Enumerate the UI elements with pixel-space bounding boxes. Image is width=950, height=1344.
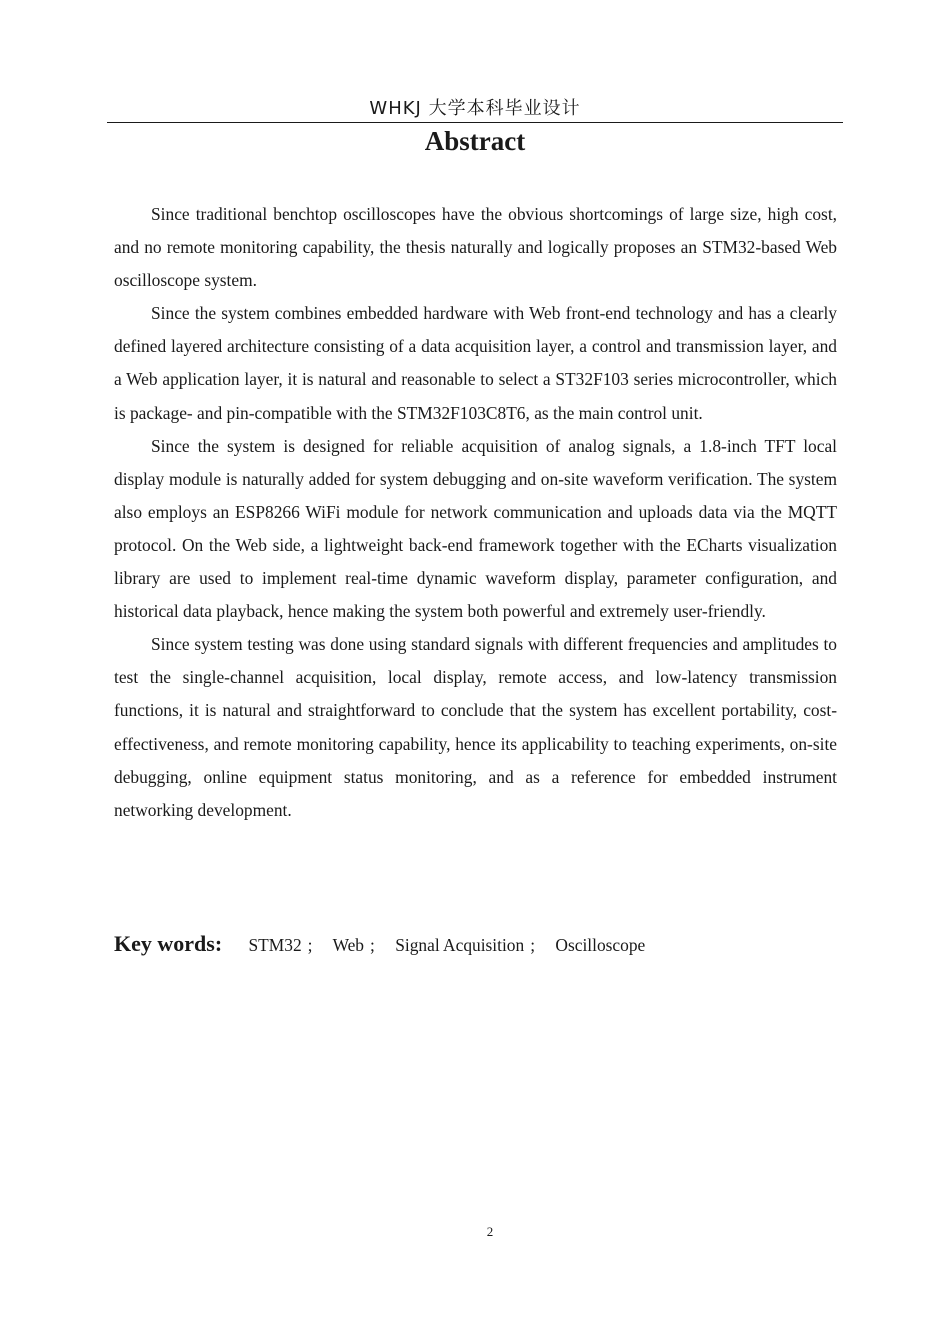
- keyword-separator: ;: [370, 935, 375, 955]
- keyword-separator: ;: [307, 935, 313, 955]
- keyword-separator: ;: [530, 935, 536, 955]
- header-rule: [107, 122, 843, 123]
- keyword-3: Signal Acquisition: [395, 935, 525, 955]
- keywords-label: Key words:: [114, 931, 223, 956]
- keyword-2: Web: [332, 935, 364, 955]
- abstract-paragraph-3: Since the system is designed for reliable acquisition of analog signals, a 1.8-inch TFT local display module is naturally added for system debugging and on-site waveform verification. The system also employs an ESP8266 WiFi module for network communication and uploads data via the MQTT protocol. On the Web side, a lightweight back-end framework together with the ECharts visualization library are used to implement real-time dynamic waveform display, parameter configuration, and historical data playback, hence making the system both powerful and extremely user-friendly.: [114, 435, 837, 622]
- abstract-paragraph-1: Since traditional benchtop oscilloscopes have the obvious shortcomings of large size, high cost, and no remote monitoring capability, the thesis naturally and logically proposes an STM32-based Web oscilloscope system.: [114, 204, 837, 291]
- page-number: 2: [486, 1224, 494, 1239]
- abstract-paragraph-4: Since system testing was done using standard signals with different frequencies and amplitudes to test the single-channel acquisition, local display, remote access, and low-latency transmission functions, it is natural and straightforward to conclude that the system has excellent portability, cost-effectiveness, and remote monitoring capability, hence its applicability to teaching experiments, on-site debugging, online equipment status monitoring, and as a reference for embedded instrument networking development.: [114, 634, 837, 820]
- keywords-line: [114, 928, 837, 961]
- abstract-title: Abstract: [424, 126, 526, 156]
- keyword-4: Oscilloscope: [555, 935, 646, 955]
- abstract-body: [114, 198, 837, 827]
- running-header: WHKJ 大学本科毕业设计: [369, 98, 581, 119]
- abstract-paragraph-2: Since the system combines embedded hardware with Web front-end technology and has a clearly defined layered architecture consisting of a data acquisition layer, a control and transmission layer, and a Web application layer, it is natural and reasonable to select a ST32F103 series microcontroller, which is package- and pin-compatible with the STM32F103C8T6, as the main control unit.: [114, 303, 837, 423]
- keyword-1: STM32: [248, 935, 302, 955]
